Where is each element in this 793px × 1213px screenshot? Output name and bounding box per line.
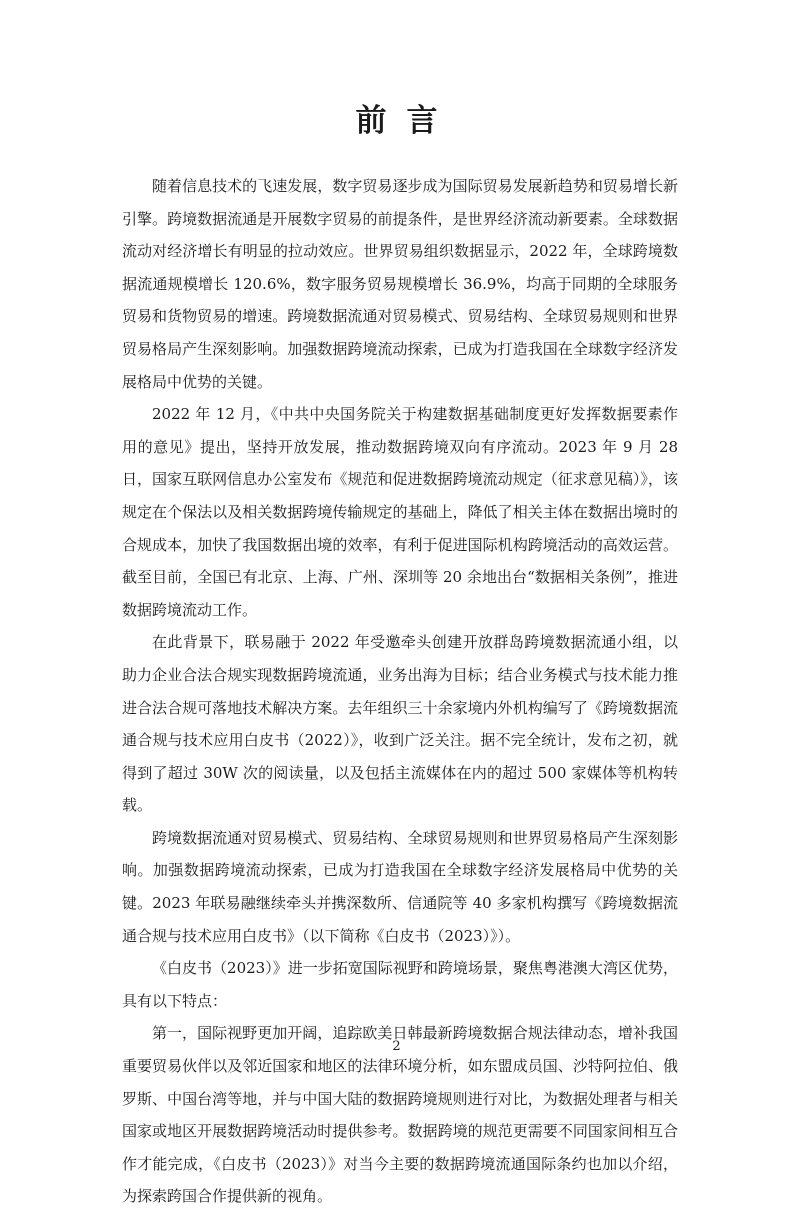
page-number: 2 [392,1039,401,1054]
paragraph-4: 跨境数据流通对贸易模式、贸易结构、全球贸易规则和世界贸易格局产生深刻影响。加强数据跨境流动探索，已成为打造我国在全球数字经济发展格局中优势的关键。2023 年联易融继续牵头并携深数所、信通院等 40 多家机构撰写《跨境数据流通合规与技术应用白皮书》（以下简称《白皮书（2023）》）。 [122,828,678,945]
page-title: 前言 [355,103,458,139]
paragraph-1: 随着信息技术的飞速发展，数字贸易逐步成为国际贸易发展新趋势和贸易增长新引擎。跨境数据流通是开展数字贸易的前提条件，是世界经济流动新要素。全球数据流动对经济增长有明显的拉动效应。世界贸易组织数据显示，2022 年，全球跨境数据流通规模增长 120.6%，数字服务贸易规模增长 36.9%，均高于同期的全球服务贸易和货物贸易的增速。跨境数据流通对贸易模式、贸易结构、全球贸易规则和世界贸易格局产生深刻影响。加强数据跨境流动探索，已成为打造我国在全球数字经济发展格局中优势的关键。 [122,177,678,391]
paragraph-6: 第一，国际视野更加开阔，追踪欧美日韩最新跨境数据合规法律动态，增补我国重要贸易伙伴以及邻近国家和地区的法律环境分析，如东盟成员国、沙特阿拉伯、俄罗斯、中国台湾等地，并与中国大陆的数据跨境规则进行对比，为数据处理者与相关国家或地区开展数据跨境活动时提供参考。数据跨境的规范更需要不同国家间相互合作才能完成，《白皮书（2023）》对当今主要的数据跨境流通国际条约也加以介绍，为探索跨国合作提供新的视角。 [122,1024,678,1206]
paragraph-2: 2022 年 12 月，《中共中央国务院关于构建数据基础制度更好发挥数据要素作用的意见》提出，坚持开放发展，推动数据跨境双向有序流动。2023 年 9 月 28 日，国家互联网信息办公室发布《规范和促进数据跨境流动规定（征求意见稿）》，该规定在个保法以及相关数据跨境传输规定的基础上，降低了相关主体在数据出境时的合规成本，加快了我国数据出境的效率，有利于促进国际机构跨境活动的高效运营。截至目前，全国已有北京、上海、广州、深圳等 20 余地出台“数据相关条例”，推进数据跨境流动工作。 [122,405,678,619]
paragraph-5: 《白皮书（2023）》进一步拓宽国际视野和跨境场景，聚焦粤港澳大湾区优势，具有以下特点： [122,959,678,1010]
paragraph-3: 在此背景下，联易融于 2022 年受邀牵头创建开放群岛跨境数据流通小组，以助力企业合法合规实现数据跨境流通，业务出海为目标；结合业务模式与技术能力推进合法合规可落地技术解决方案。去年组织三十余家境内外机构编写了《跨境数据流通合规与技术应用白皮书（2022）》，收到广泛关注。据不完全统计，发布之初，就得到了超过 30W 次的阅读量，以及包括主流媒体在内的超过 500 家媒体等机构转载。 [122,633,678,815]
